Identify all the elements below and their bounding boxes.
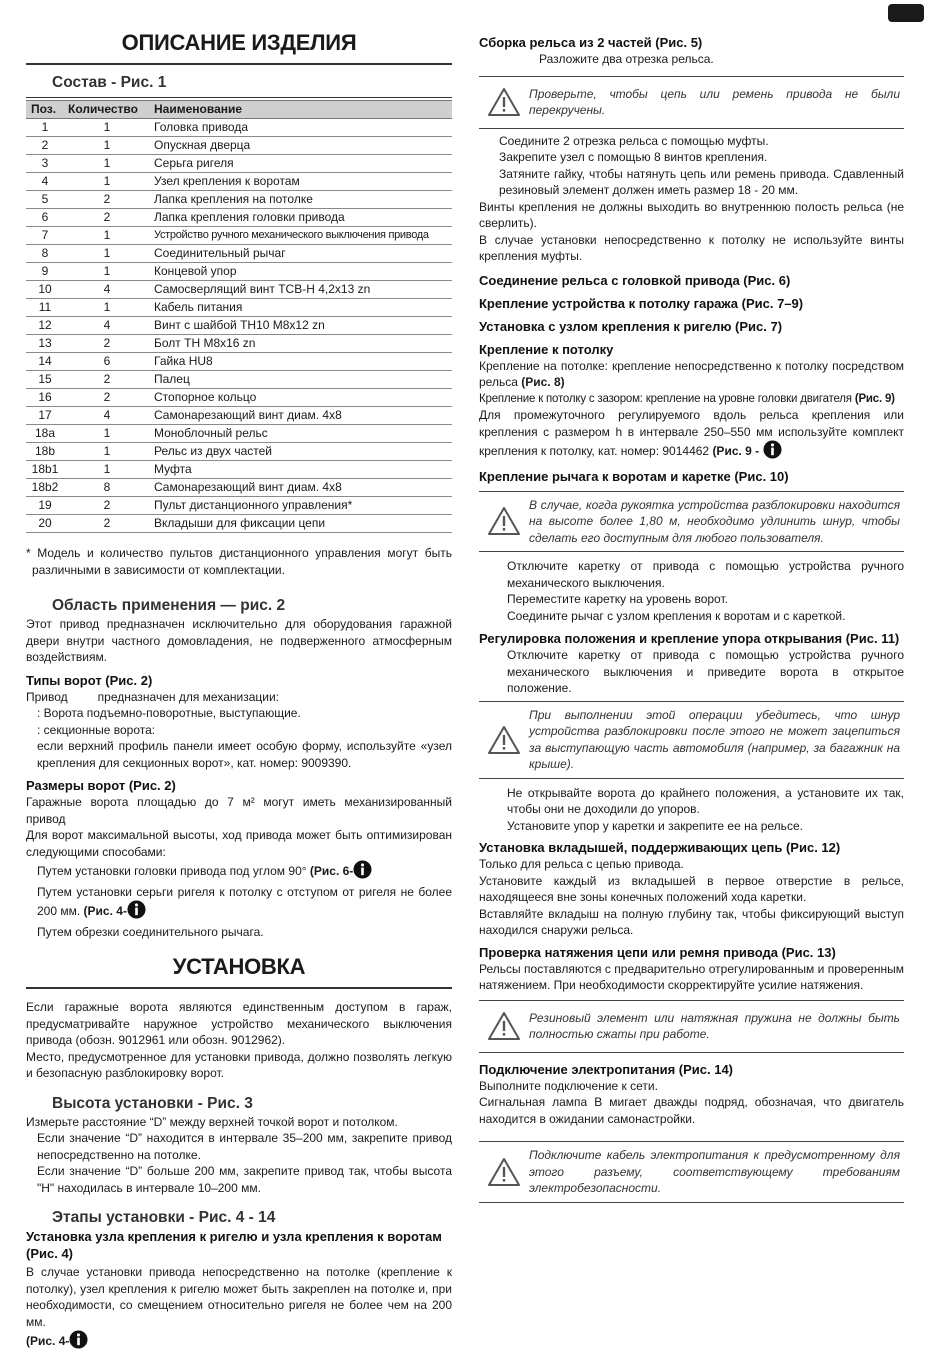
qty-cell: 2	[64, 335, 150, 353]
parts-table-body	[26, 119, 452, 533]
pos-cell: 11	[26, 299, 64, 317]
col-header-pos: Поз.	[26, 101, 64, 119]
table-row	[26, 173, 452, 191]
sizes-4	[26, 884, 452, 924]
composition-heading: Состав - Рис. 1	[52, 74, 167, 91]
table-row	[26, 515, 452, 533]
qty-cell: 4	[64, 407, 150, 425]
pos-cell: 8	[26, 245, 64, 263]
pos-cell: 9	[26, 263, 64, 281]
qty-cell: 2	[64, 209, 150, 227]
qty-cell: 1	[64, 461, 150, 479]
table-row	[26, 335, 452, 353]
name-cell: Пульт дистанционного управления*	[150, 497, 452, 515]
installation-rule	[26, 987, 452, 989]
qty-cell: 1	[64, 443, 150, 461]
ceiling-3-text: Для промежуточного регулируемого вдоль рельса крепления или крепления с размером h в интервале 250–550 мм используйте комплект крепления к потолку, кат. номер: 9014462	[479, 408, 904, 458]
pos-cell: 3	[26, 155, 64, 173]
warning-text-3: При выполнении этой операции убедитесь, что шнур устройства разблокировки после этого не может зацепиться за выступающую часть автомобиля (например, за багажник на крыше).	[529, 707, 900, 771]
warning-box-4	[479, 1000, 904, 1053]
table-row	[26, 245, 452, 263]
name-cell: Винт с шайбой TH10 M8x12 zn	[150, 317, 452, 335]
pos-cell: 1	[26, 119, 64, 137]
steps-ref-label: (Рис. 4-	[26, 1333, 70, 1348]
ceiling-2-text: Крепление к потолку с зазором: крепление на уровне головки двигателя	[479, 392, 852, 405]
name-cell: Рельс из двух частей	[150, 443, 452, 461]
connect-heading: Соединение рельса с головкой привода (Рис. 6)	[479, 272, 791, 288]
application-text: Этот привод предназначен исключительно для оборудования гаражной двери внутри частного домовладения, не подверженного атмосферным воздействиям.	[26, 617, 452, 664]
pos-cell: 17	[26, 407, 64, 425]
remote-footnote: * Модель и количество пультов дистанционного управления могут быть различными в зависимости от комплектации.	[26, 546, 452, 577]
table-row	[26, 191, 452, 209]
table-row	[26, 407, 452, 425]
lever-3: Соедините рычаг с узлом крепления к воротам и с кареткой.	[507, 608, 846, 623]
name-cell: Головка привода	[150, 119, 452, 137]
ceiling-heading: Крепление к потолку	[479, 341, 614, 357]
warning-icon	[487, 1011, 521, 1041]
tension-heading: Проверка натяжения цепи или ремня привода (Рис. 13)	[479, 944, 836, 960]
application-heading: Область применения — рис. 2	[52, 597, 286, 614]
steps-heading: Этапы установки - Рис. 4 - 14	[52, 1209, 276, 1226]
table-row	[26, 443, 452, 461]
title-rule	[26, 63, 452, 65]
installation-intro-2: Место, предусмотренное для установки привода, должно позволять легкую и безопасную разблокировку ворот.	[26, 1049, 452, 1080]
pos-cell: 18b	[26, 443, 64, 461]
inserts-1: Только для рельса с цепью привода.	[479, 857, 684, 871]
qty-cell: 8	[64, 479, 150, 497]
table-row	[26, 317, 452, 335]
sizes-3-ref: (Рис. 6-	[309, 863, 354, 878]
pos-cell: 13	[26, 335, 64, 353]
ceiling-3-ref: (Рис. 9 -	[712, 443, 760, 458]
qty-cell: 1	[64, 155, 150, 173]
pos-cell: 14	[26, 353, 64, 371]
qty-cell: 1	[64, 173, 150, 191]
gate-types-heading: Типы ворот (Рис. 2)	[26, 672, 153, 688]
qty-cell: 6	[64, 353, 150, 371]
info-icon	[127, 900, 146, 924]
qty-cell: 1	[64, 227, 150, 245]
sizes-heading: Размеры ворот (Рис. 2)	[26, 778, 176, 793]
installation-intro-1: Если гаражные ворота являются единственным доступом в гараж, предусматривайте наружное устройство механического выключения привода (обозн. 9012961 или обозн. 9012962).	[26, 1000, 452, 1047]
warning-box-1	[479, 76, 904, 129]
composition-rule	[26, 97, 452, 98]
right-column	[479, 0, 904, 1203]
col-header-qty: Количество	[64, 101, 150, 119]
name-cell: Концевой упор	[150, 263, 452, 281]
pos-cell: 12	[26, 317, 64, 335]
table-row	[26, 425, 452, 443]
qty-cell: 2	[64, 515, 150, 533]
rail-4: Затяните гайку, чтобы натянуть цепь или ремень привода. Сдавленный резиновый элемент должен иметь размер 18 - 20 мм.	[499, 166, 904, 197]
height-heading: Высота установки - Рис. 3	[52, 1094, 253, 1112]
ceiling-1	[479, 358, 904, 391]
left-column	[26, 0, 452, 1354]
table-row	[26, 371, 452, 389]
pos-cell: 19	[26, 497, 64, 515]
table-row	[26, 353, 452, 371]
table-row	[26, 389, 452, 407]
pos-cell: 4	[26, 173, 64, 191]
ceiling-device-heading: Крепление устройства к потолку гаража (Рис. 7–9)	[479, 295, 804, 311]
table-row	[26, 497, 452, 515]
bracket-heading: Установка с узлом крепления к ригелю (Рис. 7)	[479, 318, 783, 334]
ceiling-2	[479, 391, 904, 408]
sizes-3-text: Путем установки головки привода под углом 90°	[37, 863, 307, 878]
name-cell: Самосверлящий винт TCB-H 4,2x13 zn	[150, 281, 452, 299]
height-2: Если значение “D” находится в интервале 35–200 мм, закрепите привод непосредственно на потолке.	[37, 1131, 452, 1162]
table-row	[26, 479, 452, 497]
sizes-4-text: Путем установки серьги ригеля к потолку с отступом от ригеля не более 200 мм.	[37, 884, 452, 918]
stop-1: Отключите каретку от привода с помощью устройства ручного механического выключения и приведите ворота в открытое положение.	[507, 648, 904, 695]
table-row	[26, 119, 452, 137]
height-1: Измерьте расстояние “D” между верхней точкой ворот и потолком.	[26, 1114, 398, 1129]
table-row	[26, 263, 452, 281]
stop-3: Установите упор у каретки и закрепите ее на рельсе.	[507, 818, 803, 833]
name-cell: Муфта	[150, 461, 452, 479]
info-icon	[353, 860, 372, 884]
table-row	[26, 461, 452, 479]
ceiling-2-ref: (Рис. 9)	[854, 392, 895, 405]
qty-cell: 1	[64, 137, 150, 155]
tension-1: Рельсы поставляются с предварительно отрегулированным и проверенным натяжением. При необходимости скорректируйте усилие натяжения.	[479, 961, 904, 992]
sizes-3	[26, 860, 452, 884]
rail-2: Соедините 2 отрезка рельса с помощью муфты.	[499, 133, 769, 148]
inserts-heading: Установка вкладышей, поддерживающих цепь (Рис. 12)	[479, 840, 841, 855]
name-cell: Кабель питания	[150, 299, 452, 317]
name-cell: Стопорное кольцо	[150, 389, 452, 407]
pos-cell: 10	[26, 281, 64, 299]
qty-cell: 2	[64, 497, 150, 515]
power-heading: Подключение электропитания (Рис. 14)	[479, 1061, 734, 1077]
qty-cell: 2	[64, 371, 150, 389]
table-row	[26, 137, 452, 155]
gate-types-lead-a: Привод	[26, 689, 68, 704]
warning-box-5	[479, 1141, 904, 1203]
name-cell: Болт TH M8x16 zn	[150, 335, 452, 353]
name-cell: Самонарезающий винт диам. 4x8	[150, 479, 452, 497]
sizes-4-ref: (Рис. 4-	[83, 903, 127, 918]
name-cell: Гайка HU8	[150, 353, 452, 371]
pos-cell: 6	[26, 209, 64, 227]
name-cell: Соединительный рычаг	[150, 245, 452, 263]
pos-cell: 2	[26, 137, 64, 155]
stop-2: Не открывайте ворота до крайнего положения, а установите их так, чтобы они не доходили до упоров.	[507, 785, 904, 816]
rail-6: В случае установки непосредственно к потолку не используйте винты крепления муфты.	[479, 232, 904, 263]
name-cell: Самонарезающий винт диам. 4x8	[150, 407, 452, 425]
name-cell: Устройство ручного механического выключения привода	[150, 227, 452, 245]
table-row	[26, 227, 452, 245]
warning-text-4: Резиновый элемент или натяжная пружина не должны быть полностью сжаты при работе.	[529, 1010, 900, 1041]
info-icon	[69, 1330, 88, 1354]
qty-cell: 2	[64, 389, 150, 407]
pos-cell: 18a	[26, 425, 64, 443]
pos-cell: 16	[26, 389, 64, 407]
gate-type-3: если верхний профиль панели имеет особую форму, используйте «узел крепления для секционных ворот», кат. номер: 9009390.	[37, 739, 452, 770]
name-cell: Палец	[150, 371, 452, 389]
sizes-2: Для ворот максимальной высоты, ход привода может быть оптимизирован следующими способами:	[26, 828, 452, 859]
warning-box-2	[479, 491, 904, 553]
power-1: Выполните подключение к сети.	[479, 1078, 658, 1093]
pos-cell: 20	[26, 515, 64, 533]
warning-icon	[487, 506, 521, 536]
table-row	[26, 299, 452, 317]
table-row	[26, 209, 452, 227]
name-cell: Лапка крепления головки привода	[150, 209, 452, 227]
pos-cell: 18b1	[26, 461, 64, 479]
qty-cell: 1	[64, 425, 150, 443]
name-cell: Вкладыши для фиксации цепи	[150, 515, 452, 533]
rail-5: Винты крепления не должны выходить во внутреннюю полость рельса (не сверлить).	[479, 199, 904, 230]
warning-icon	[487, 87, 521, 117]
steps-text: В случае установки привода непосредственно на потолке (крепление к потолку), узел крепления к ригелю может быть закреплен на потолке и, при необходимости, со смещением относительно ригеля не более чем на 200 мм.	[26, 1265, 452, 1329]
parts-table	[26, 100, 452, 533]
rail-heading: Сборка рельса из 2 частей (Рис. 5)	[479, 35, 703, 50]
sizes-5: Путем обрезки соединительного рычага.	[37, 924, 264, 939]
qty-cell: 1	[64, 245, 150, 263]
ceiling-1-ref: (Рис. 8)	[521, 375, 565, 389]
gate-types-lead	[26, 689, 452, 706]
warning-text-1: Проверьте, чтобы цепь или ремень привода не были перекручены.	[529, 86, 900, 117]
pos-cell: 7	[26, 227, 64, 245]
info-icon	[763, 440, 782, 464]
pos-cell: 5	[26, 191, 64, 209]
power-2: Сигнальная лампа B мигает дважды подряд, обозначая, что двигатель находится в ожидании самонастройки.	[479, 1095, 904, 1126]
qty-cell: 2	[64, 191, 150, 209]
name-cell: Лапка крепления на потолке	[150, 191, 452, 209]
col-header-name: Наименование	[150, 101, 452, 119]
qty-cell: 1	[64, 119, 150, 137]
warning-icon	[487, 725, 521, 755]
name-cell: Узел крепления к воротам	[150, 173, 452, 191]
warning-text-2: В случае, когда рукоятка устройства разблокировки находится на высоте более 1,80 м, необходимо удлинить шнур, чтобы сделать его доступным для любого пользователя.	[529, 497, 900, 545]
table-row	[26, 281, 452, 299]
name-cell: Серьга ригеля	[150, 155, 452, 173]
ceiling-1-text: Крепление на потолке: крепление непосредственно к потолку посредством рельса	[479, 358, 904, 389]
description-title: ОПИСАНИЕ ИЗДЕЛИЯ	[121, 30, 357, 55]
installation-title: УСТАНОВКА	[172, 954, 306, 979]
rail-text: Разложите два отрезка рельса.	[539, 52, 714, 66]
stop-heading: Регулировка положения и крепление упора открывания (Рис. 11)	[479, 631, 900, 646]
steps-subheading: Установка узла крепления к ригелю и узла крепления к воротам (Рис. 4)	[26, 1229, 442, 1261]
ceiling-3	[479, 407, 904, 464]
warning-box-3	[479, 701, 904, 779]
rail-3: Закрепите узел с помощью 8 винтов крепления.	[499, 150, 768, 164]
sizes-1: Гаражные ворота площадью до 7 м² могут иметь механизированный привод	[26, 795, 452, 826]
lever-2: Переместите каретку на уровень ворот.	[507, 592, 728, 606]
table-row	[26, 155, 452, 173]
qty-cell: 4	[64, 281, 150, 299]
inserts-2: Установите каждый из вкладышей в первое отверстие в рельсе, находящееся вне зоны конечных положений хода каретки.	[479, 873, 904, 904]
qty-cell: 4	[64, 317, 150, 335]
height-3: Если значение “D” больше 200 мм, закрепите привод так, чтобы высота "H" находилась в интервале 10–200 мм.	[37, 1164, 452, 1195]
steps-ref	[26, 1330, 452, 1354]
name-cell: Опускная дверца	[150, 137, 452, 155]
gate-type-2: : секционные ворота:	[37, 722, 156, 737]
warning-text-5: Подключите кабель электропитания к предусмотренному для этого разъему, соответствующему требованиям электробезопасности.	[529, 1148, 900, 1195]
gate-types-lead-b: предназначен для механизации:	[97, 689, 279, 704]
name-cell: Моноблочный рельс	[150, 425, 452, 443]
qty-cell: 1	[64, 263, 150, 281]
qty-cell: 1	[64, 299, 150, 317]
gate-type-1: : Ворота подъемно-поворотные, выступающие.	[37, 706, 301, 720]
pos-cell: 18b2	[26, 479, 64, 497]
parts-table-header	[26, 101, 452, 119]
inserts-3: Вставляйте вкладыш на полную глубину так, чтобы фиксирующий выступ находился снаружи рельса.	[479, 906, 904, 937]
pos-cell: 15	[26, 371, 64, 389]
warning-icon	[487, 1157, 521, 1187]
lever-1: Отключите каретку от привода с помощью устройства ручного механического выключения.	[507, 559, 904, 590]
lever-heading: Крепление рычага к воротам и каретке (Рис. 10)	[479, 468, 789, 484]
